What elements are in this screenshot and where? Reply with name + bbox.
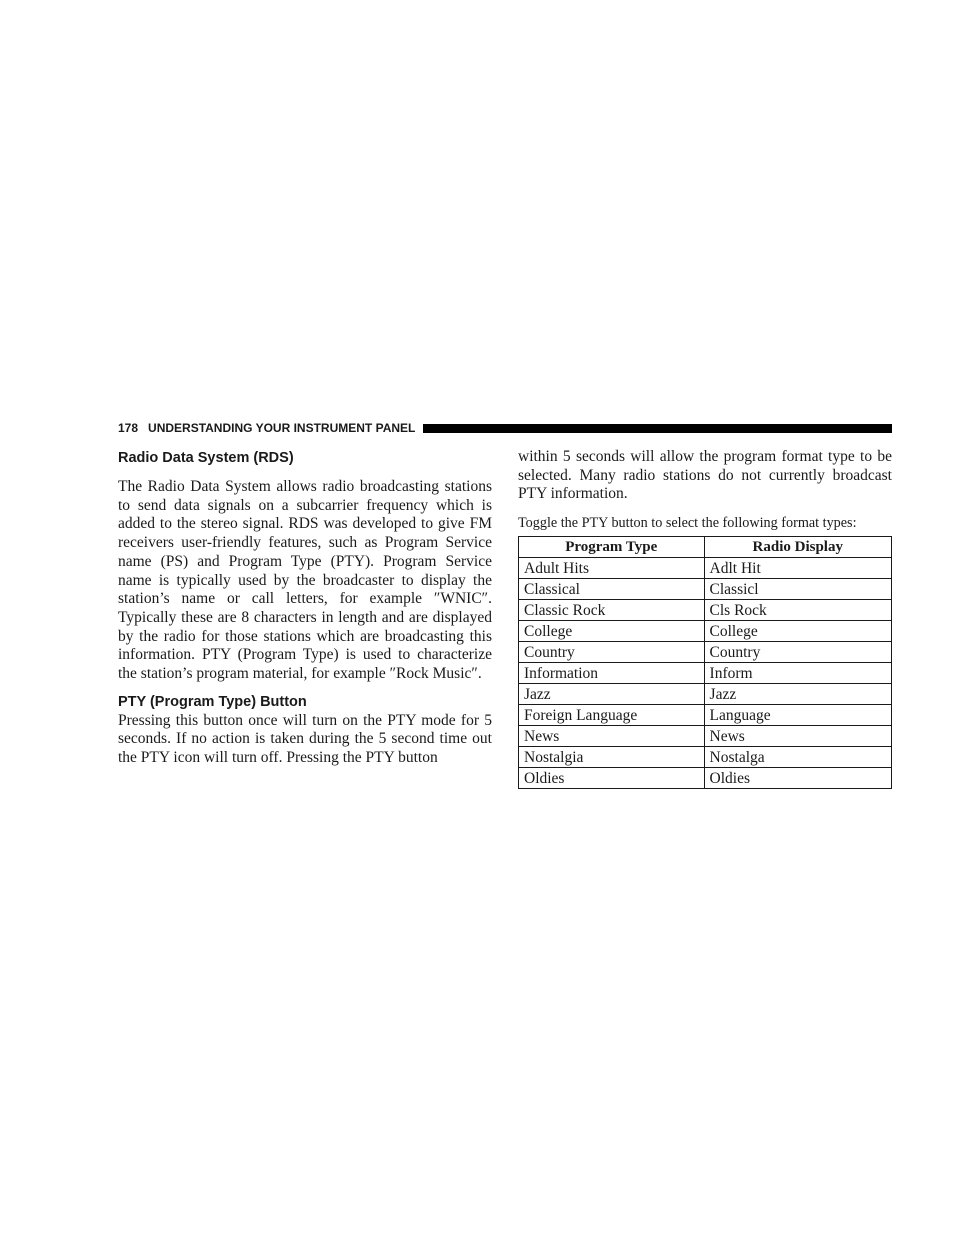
radio-display-cell: Cls Rock xyxy=(704,600,891,621)
pty-paragraph-end: within 5 seconds will allow the program format type to be selected. Many radio stations do not currently broadcast PTY information. xyxy=(518,448,892,503)
table-row xyxy=(519,642,892,663)
table-intro: Toggle the PTY button to select the following format types: xyxy=(518,515,857,532)
left-column xyxy=(118,448,492,768)
page-number: 178 xyxy=(118,421,139,435)
radio-display-cell: Nostalga xyxy=(704,747,891,768)
program-type-cell: Information xyxy=(519,663,705,684)
program-type-cell: Nostalgia xyxy=(519,747,705,768)
table-row xyxy=(519,726,892,747)
radio-display-cell: Adlt Hit xyxy=(704,558,891,579)
table-row xyxy=(519,558,892,579)
table-row xyxy=(519,600,892,621)
radio-display-cell: News xyxy=(704,726,891,747)
radio-display-cell: Inform xyxy=(704,663,891,684)
table-row xyxy=(519,621,892,642)
program-type-cell: Oldies xyxy=(519,768,705,789)
table-row xyxy=(519,579,892,600)
program-type-cell: Classic Rock xyxy=(519,600,705,621)
radio-display-cell: College xyxy=(704,621,891,642)
table-row xyxy=(519,747,892,768)
page-header xyxy=(118,418,892,438)
program-type-cell: Classical xyxy=(519,579,705,600)
table-row xyxy=(519,768,892,789)
radio-display-cell: Classicl xyxy=(704,579,891,600)
program-type-cell: College xyxy=(519,621,705,642)
program-type-cell: Adult Hits xyxy=(519,558,705,579)
right-column xyxy=(518,448,892,789)
pty-format-table xyxy=(518,536,892,789)
table-row xyxy=(519,663,892,684)
radio-display-cell: Language xyxy=(704,705,891,726)
program-type-cell: Jazz xyxy=(519,684,705,705)
table-row xyxy=(519,705,892,726)
header-rule xyxy=(423,424,892,433)
program-type-cell: Country xyxy=(519,642,705,663)
radio-display-cell: Jazz xyxy=(704,684,891,705)
radio-display-cell: Oldies xyxy=(704,768,891,789)
rds-heading: Radio Data System (RDS) xyxy=(118,450,294,466)
radio-display-cell: Country xyxy=(704,642,891,663)
header-program-type: Program Type xyxy=(519,537,705,558)
program-type-cell: Foreign Language xyxy=(519,705,705,726)
rds-paragraph: The Radio Data System allows radio broadcasting stations to send data signals on a subcarrier frequency which is added to the stereo signal. RDS was developed to give FM receivers user-friendly features, such as Program Service name (PS) and Program Type (PTY). Program Service name is typically used by the broadcaster to display the station’s name or call letters, for example ″WNIC″. Typically these are 8 characters in length and are displayed by the radio for those stations which are broadcasting this information. PTY (Program Type) is used to characterize the station’s program material, for example ″Rock Music″. xyxy=(118,478,492,683)
program-type-cell: News xyxy=(519,726,705,747)
pty-heading: PTY (Program Type) Button xyxy=(118,693,307,710)
section-title: UNDERSTANDING YOUR INSTRUMENT PANEL xyxy=(148,421,416,435)
table-row xyxy=(519,684,892,705)
pty-paragraph-start: Pressing this button once will turn on the PTY mode for 5 seconds. If no action is taken during the 5 second time out the PTY icon will turn off. Pressing the PTY button xyxy=(118,711,492,767)
header-radio-display: Radio Display xyxy=(704,537,891,558)
table-header-row xyxy=(519,537,892,558)
